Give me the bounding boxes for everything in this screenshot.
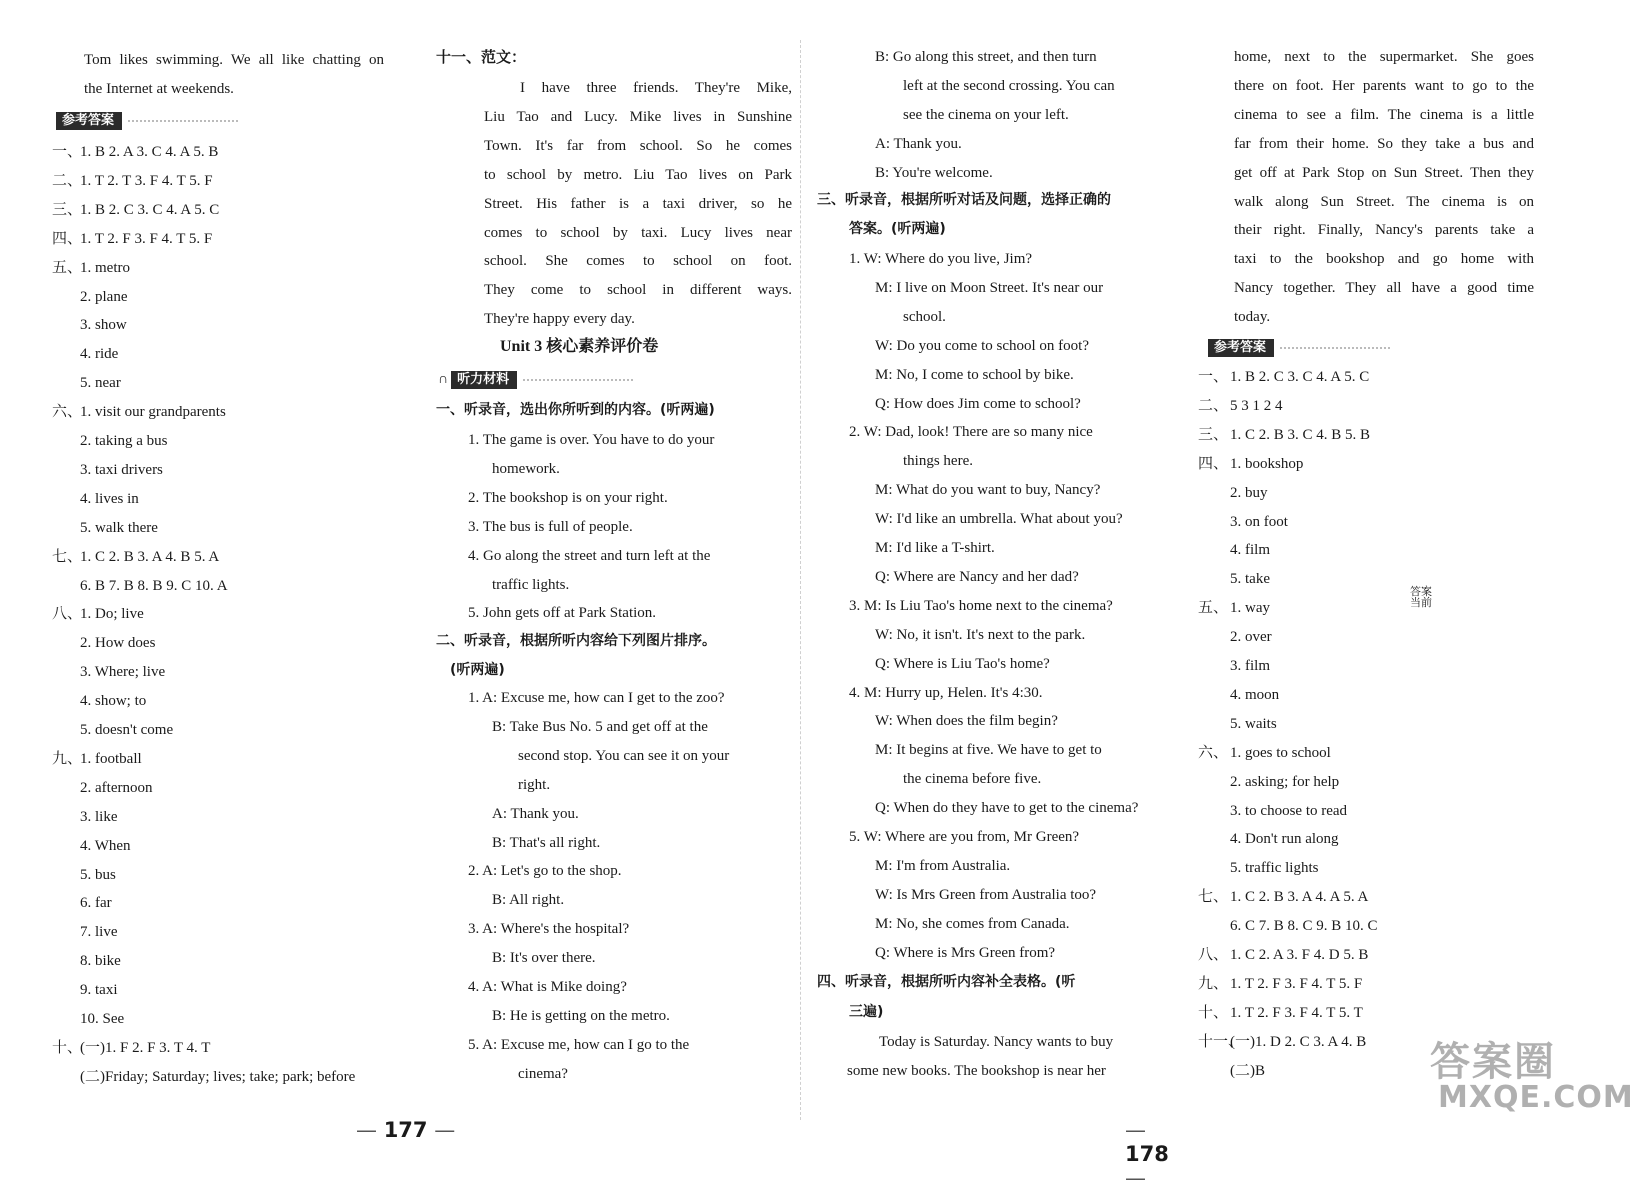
answer-row: 1. B 2. A 3. C 4. A 5. B: [80, 144, 219, 160]
dialogue-line: A: Thank you.: [492, 805, 579, 822]
answer-row: 3. to choose to read: [1230, 802, 1348, 819]
dialogue-line: B: All right.: [492, 892, 565, 909]
answer-section-label: 七、: [52, 548, 83, 565]
dialogue-line: 4. Go along the street and turn left at the: [468, 547, 711, 564]
answer-row: 4. lives in: [80, 490, 139, 507]
answer-section-label: 二、: [1198, 397, 1229, 414]
answer-section-label: 五、: [1198, 600, 1229, 617]
answer-section-label: 十、: [52, 1039, 83, 1056]
answer-row: 1. way: [1230, 600, 1270, 617]
dialogue-line: Q: Where are Nancy and her dad?: [875, 568, 1079, 585]
answer-row: 1. football: [80, 750, 142, 767]
section-title: 一、听录音，选出你所听到的内容。(听两遍): [436, 402, 715, 418]
dialogue-line: W: When does the film begin?: [875, 713, 1058, 730]
dotted-rule: [1280, 347, 1390, 349]
essay-line: to school by metro. Liu Tao lives on Park: [484, 166, 792, 183]
dialogue-line: 2. The bookshop is on your right.: [468, 489, 668, 506]
dialogue-line: M: It begins at five. We have to get to: [875, 742, 1102, 759]
dialogue-line: cinema?: [518, 1065, 568, 1082]
dialogue-line: B: That's all right.: [492, 834, 601, 851]
section-title: 三、听录音，根据所听对话及问题，选择正确的: [817, 192, 1111, 208]
essay-heading: 十一、范文：: [436, 50, 527, 66]
dialogue-line: 5. W: Where are you from, Mr Green?: [849, 829, 1080, 845]
answer-row: 1. goes to school: [1230, 744, 1331, 761]
answer-row: 5. bus: [80, 866, 116, 883]
answer-section-label: 十、: [1198, 1004, 1229, 1021]
section-title: 四、听录音，根据所听内容补全表格。(听: [817, 974, 1076, 990]
answer-row: (一)1. F 2. F 3. T 4. T: [80, 1039, 211, 1056]
answer-row: 4. moon: [1230, 686, 1280, 703]
passage-line: walk along Sun Street. The cinema is on: [1234, 193, 1534, 210]
answer-row: 2. asking; for help: [1230, 773, 1340, 790]
passage-line: taxi to the bookshop and go home with: [1234, 251, 1534, 268]
section-title: 答案。(听两遍): [849, 221, 946, 237]
answer-row: 9. taxi: [80, 982, 118, 999]
answer-section-label: 八、: [1198, 947, 1229, 963]
intro-line: the Internet at weekends.: [84, 81, 234, 97]
dialogue-line: 3. A: Where's the hospital?: [468, 921, 630, 938]
dialogue-line: second stop. You can see it on your: [518, 747, 730, 764]
answer-section-label: 四、: [1198, 455, 1229, 472]
dialogue-line: right.: [518, 776, 551, 793]
dialogue-line: 3. M: Is Liu Tao's home next to the cinema?: [849, 597, 1113, 614]
answer-section-label: 一、: [1198, 369, 1229, 385]
dialogue-line: things here.: [903, 453, 973, 470]
watermark-cn: 答案圈: [1430, 1039, 1556, 1085]
dialogue-line: 2. A: Let's go to the shop.: [468, 863, 622, 880]
answer-section-label: 三、: [52, 201, 83, 218]
answer-row: 1. T 2. F 3. F 4. T 5. F: [1230, 975, 1363, 992]
listening-heading: [438, 370, 633, 390]
essay-line: Street. His father is a taxi driver, so he: [484, 195, 792, 212]
dialogue-line: M: I'd like a T-shirt.: [875, 540, 995, 556]
dialogue-line: M: What do you want to buy, Nancy?: [875, 482, 1101, 499]
answer-row: 4. show; to: [80, 693, 147, 710]
answer-row: 5. waits: [1230, 715, 1277, 732]
answer-row: 1. C 2. A 3. F 4. D 5. B: [1230, 947, 1369, 963]
answer-row: 10. See: [80, 1011, 125, 1027]
dialogue-line: W: No, it isn't. It's next to the park.: [875, 626, 1086, 643]
dialogue-line: 5. John gets off at Park Station.: [468, 605, 657, 622]
dialogue-line: see the cinema on your left.: [903, 106, 1069, 123]
intro-line: Tom likes swimming. We all like chatting on: [84, 52, 384, 68]
answer-row: 6. far: [80, 895, 112, 912]
answer-row: 5 3 1 2 4: [1230, 397, 1283, 414]
passage-line: today.: [1234, 309, 1271, 326]
dialogue-line: B: Go along this street, and then turn: [875, 49, 1097, 65]
answer-row: 5. walk there: [80, 519, 158, 536]
answer-row: 6. C 7. B 8. C 9. B 10. C: [1230, 918, 1378, 935]
essay-line: They're happy every day.: [484, 311, 635, 328]
answer-section-label: 六、: [52, 404, 83, 421]
dialogue-line: M: I'm from Australia.: [875, 857, 1011, 874]
dialogue-line: school.: [903, 308, 946, 325]
dialogue-line: B: It's over there.: [492, 950, 596, 967]
answer-row: 8. bike: [80, 953, 121, 970]
answer-row: 1. metro: [80, 259, 130, 276]
dialogue-line: Q: Where is Mrs Green from?: [875, 944, 1056, 961]
section-title: 三遍): [849, 1004, 884, 1020]
dialogue-line: A: Thank you.: [875, 135, 962, 152]
answer-row: 1. B 2. C 3. C 4. A 5. C: [80, 201, 220, 218]
dialogue-line: Q: When do they have to get to the cinema?: [875, 800, 1139, 817]
essay-line: Town. It's far from school. So he comes: [484, 137, 792, 154]
passage-line: their right. Finally, Nancy's parents take a: [1234, 222, 1534, 239]
dotted-rule: [128, 120, 238, 122]
section-title: (听两遍): [450, 662, 505, 678]
answer-row: 3. film: [1230, 658, 1270, 674]
answer-badge: 参考答案: [56, 112, 122, 130]
section-title: 二、听录音，根据所听内容给下列图片排序。: [436, 633, 716, 649]
passage-line: cinema to see a film. The cinema is a little: [1234, 106, 1534, 123]
dialogue-line: B: You're welcome.: [875, 164, 993, 181]
answer-section-label: 八、: [52, 606, 83, 623]
answer-row: 2. taking a bus: [80, 433, 168, 449]
answer-row: 2. buy: [1230, 484, 1268, 501]
answer-section-label: 一、: [52, 144, 83, 160]
dialogue-line: 3. The bus is full of people.: [468, 518, 633, 535]
listening-badge: 听力材料: [451, 371, 517, 389]
answer-section-label: 三、: [1198, 426, 1229, 443]
dialogue-line: left at the second crossing. You can: [903, 77, 1115, 94]
dialogue-line: B: He is getting on the metro.: [492, 1007, 670, 1024]
answer-row: 5. doesn't come: [80, 722, 174, 738]
answer-row: 1. bookshop: [1230, 455, 1304, 472]
dialogue-line: the cinema before five.: [903, 771, 1042, 788]
answer-row: 4. When: [80, 837, 131, 854]
essay-line: I have three friends. They're Mike,: [520, 80, 792, 96]
headphones-icon: ∩: [438, 372, 449, 387]
answer-row: 2. plane: [80, 288, 128, 305]
answer-row: 4. Don't run along: [1230, 831, 1339, 848]
answer-row: 2. over: [1230, 629, 1272, 646]
answer-row: 7. live: [80, 924, 118, 941]
dialogue-line: M: No, she comes from Canada.: [875, 915, 1070, 932]
answer-row: (二)Friday; Saturday; lives; take; park; before: [80, 1068, 356, 1085]
stamp-mark: 答案 当前: [1410, 585, 1432, 609]
dialogue-line: homework.: [492, 460, 560, 477]
unit-title: Unit 3 核心素养评价卷: [500, 338, 659, 355]
passage-line: Today is Saturday. Nancy wants to buy: [879, 1034, 1114, 1050]
answer-section-label: 十一、: [1198, 1033, 1244, 1050]
answer-section-label: 四、: [52, 230, 83, 247]
answer-row: 2. How does: [80, 635, 156, 652]
answer-row: 5. near: [80, 375, 121, 392]
passage-line: some new books. The bookshop is near her: [847, 1062, 1106, 1079]
dialogue-line: W: I'd like an umbrella. What about you?: [875, 511, 1123, 528]
answer-row: 1. C 2. B 3. C 4. B 5. B: [1230, 426, 1371, 443]
passage-line: far from their home. So they take a bus and: [1234, 135, 1534, 152]
page-number-value: 177: [383, 1118, 428, 1142]
answer-row: 4. ride: [80, 346, 119, 363]
answer-row: (二)B: [1230, 1062, 1265, 1079]
essay-line: Liu Tao and Lucy. Mike lives in Sunshine: [484, 108, 792, 125]
answer-row: (一)1. D 2. C 3. A 4. B: [1230, 1033, 1367, 1050]
dialogue-line: 1. W: Where do you live, Jim?: [849, 251, 1033, 267]
essay-line: comes to school by taxi. Lucy lives near: [484, 224, 792, 241]
answer-row: 1. T 2. T 3. F 4. T 5. F: [80, 172, 213, 189]
dialogue-line: B: Take Bus No. 5 and get off at the: [492, 718, 708, 735]
answer-section-label: 九、: [52, 750, 83, 767]
page-number-value: 178: [1125, 1142, 1169, 1166]
passage-line: Nancy together. They all have a good time: [1234, 280, 1534, 297]
dialogue-line: 1. A: Excuse me, how can I get to the zoo?: [468, 690, 725, 706]
page-number: — 178 —: [1125, 1118, 1169, 1190]
answer-section-label: 二、: [52, 172, 83, 189]
essay-line: They come to school in different ways.: [484, 282, 792, 299]
answer-row: 1. C 2. B 3. A 4. A 5. A: [1230, 889, 1369, 906]
answer-row: 1. T 2. F 3. F 4. T 5. T: [1230, 1004, 1363, 1021]
page-number: — 177 —: [356, 1118, 456, 1142]
answer-badge: 参考答案: [1208, 339, 1274, 357]
dotted-rule: [523, 379, 633, 381]
dialogue-line: M: No, I come to school by bike.: [875, 366, 1074, 383]
answer-row: 1. Do; live: [80, 606, 144, 623]
page-gutter: [800, 40, 801, 1120]
answer-heading: [1208, 338, 1390, 358]
answer-row: 1. C 2. B 3. A 4. B 5. A: [80, 548, 220, 565]
answer-row: 3. like: [80, 808, 118, 825]
dialogue-line: 1. The game is over. You have to do your: [468, 432, 715, 448]
answer-row: 1. T 2. F 3. F 4. T 5. F: [80, 230, 213, 247]
dialogue-line: Q: Where is Liu Tao's home?: [875, 655, 1050, 672]
answer-row: 6. B 7. B 8. B 9. C 10. A: [80, 577, 228, 594]
dialogue-line: 2. W: Dad, look! There are so many nice: [849, 424, 1093, 441]
dialogue-line: 5. A: Excuse me, how can I go to the: [468, 1036, 690, 1053]
answer-section-label: 六、: [1198, 744, 1229, 761]
answer-section-label: 七、: [1198, 889, 1229, 906]
answer-row: 3. show: [80, 317, 127, 334]
answer-row: 2. afternoon: [80, 779, 153, 796]
answer-row: 1. visit our grandparents: [80, 404, 226, 421]
answer-row: 3. Where; live: [80, 664, 166, 681]
answer-row: 5. traffic lights: [1230, 860, 1319, 877]
dialogue-line: Q: How does Jim come to school?: [875, 395, 1081, 412]
essay-line: school. She comes to school on foot.: [484, 253, 792, 270]
passage-line: home, next to the supermarket. She goes: [1234, 49, 1534, 65]
dialogue-line: 4. M: Hurry up, Helen. It's 4:30.: [849, 684, 1043, 701]
answer-section-label: 九、: [1198, 975, 1229, 992]
answer-row: 1. B 2. C 3. C 4. A 5. C: [1230, 369, 1370, 385]
answer-heading: [56, 111, 238, 131]
answer-row: 5. take: [1230, 571, 1270, 588]
answer-row: 4. film: [1230, 542, 1270, 559]
answer-section-label: 五、: [52, 259, 83, 276]
answer-row: 3. on foot: [1230, 513, 1288, 530]
dialogue-line: W: Do you come to school on foot?: [875, 337, 1089, 354]
answer-row: 3. taxi drivers: [80, 461, 163, 478]
watermark-en: MXQE.COM: [1438, 1080, 1634, 1115]
dialogue-line: 4. A: What is Mike doing?: [468, 979, 627, 995]
dialogue-line: W: Is Mrs Green from Australia too?: [875, 886, 1097, 903]
dialogue-line: traffic lights.: [492, 576, 570, 593]
passage-line: get off at Park Stop on Sun Street. Then they: [1234, 164, 1534, 181]
passage-line: there on foot. Her parents want to go to the: [1234, 77, 1534, 94]
dialogue-line: M: I live on Moon Street. It's near our: [875, 279, 1104, 296]
